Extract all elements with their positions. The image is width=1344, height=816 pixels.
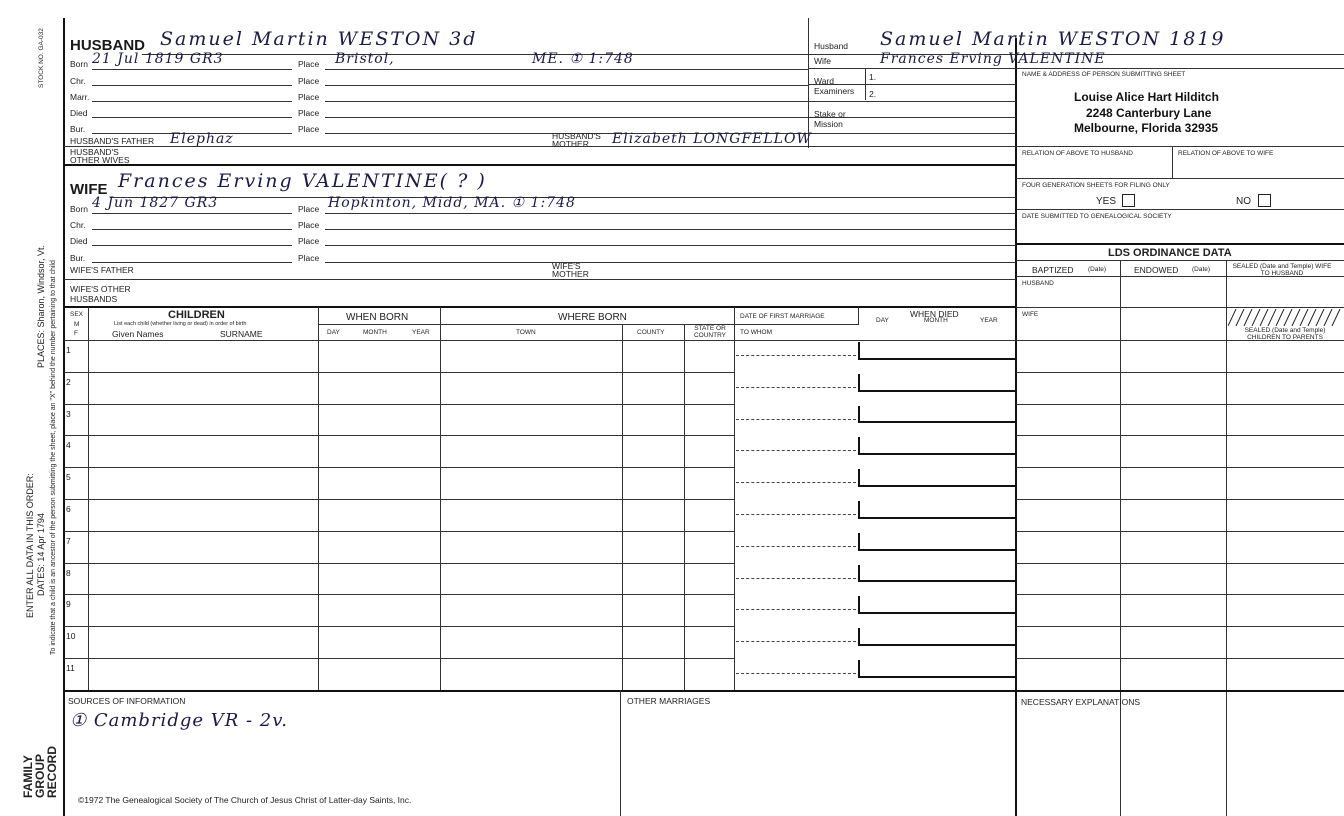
wife-born-place[interactable]: Hopkinton, Midd, MA. ① 1:748 — [328, 195, 576, 211]
when-died-label: WHEN DIED — [910, 309, 959, 319]
hatched-sealed-box — [1228, 309, 1342, 326]
lds-title: LDS ORDINANCE DATA — [1108, 247, 1232, 259]
husband-bur-label: Bur. — [70, 124, 86, 134]
baptized-label: BAPTIZED — [1032, 265, 1074, 275]
sources-label: SOURCES OF INFORMATION — [68, 696, 186, 706]
family-group-record-title: FAMILY GROUP RECORD — [21, 745, 59, 798]
child-row-number: 5 — [66, 472, 71, 483]
wife-name[interactable]: Frances Erving VALENTINE( ? ) — [118, 170, 487, 192]
husband-father-label: HUSBAND'S FATHER — [70, 136, 155, 146]
submitter-name: Louise Alice Hart Hilditch — [1074, 90, 1219, 104]
enter-note: ENTER ALL DATA IN THIS ORDER: — [25, 473, 35, 618]
death-date-box[interactable] — [858, 565, 1017, 583]
husband-born-place[interactable]: Bristol, — [335, 51, 395, 67]
wife-bur-label: Bur. — [70, 253, 86, 263]
child-row-number: 11 — [66, 663, 75, 673]
husband-father[interactable]: Elephaz — [170, 131, 234, 147]
first-marriage-label: DATE OF FIRST MARRIAGE — [740, 313, 825, 320]
wife-heading: WIFE — [70, 181, 108, 198]
death-date-box[interactable] — [858, 342, 1017, 360]
copyright: ©1972 The Genealogical Society of The Church of Jesus Christ of Latter-day Saints, Inc. — [78, 795, 412, 805]
wife-mother-label: WIFE'S MOTHER — [552, 261, 589, 279]
husband-mother-label: HUSBAND'S MOTHER — [552, 131, 601, 149]
child-row-number: 7 — [66, 535, 71, 546]
child-row-number: 8 — [66, 567, 71, 578]
death-date-box[interactable] — [858, 660, 1017, 678]
stake-mission-label: Stake or Mission — [814, 109, 846, 129]
sealed-wife-label: SEALED (Date and Temple) WIFE TO HUSBAND — [1232, 263, 1332, 277]
child-row-number: 4 — [66, 440, 71, 451]
examiners-label: Examiners — [814, 86, 855, 96]
right-wife-name[interactable]: Frances Erving VALENTINE — [880, 51, 1106, 67]
husband-other-wives-label: HUSBAND'S OTHER WIVES — [70, 147, 130, 165]
wife-died-label: Died — [70, 236, 88, 246]
to-whom-label: TO WHOM — [740, 329, 773, 336]
relation-husband-label: RELATION OF ABOVE TO HUSBAND — [1022, 150, 1133, 157]
death-date-box[interactable] — [858, 596, 1017, 614]
husband-mother[interactable]: Elizabeth LONGFELLOW — [612, 131, 812, 147]
places-note: PLACES: Sharon, Windsor, Vt. — [36, 244, 46, 368]
lds-husband-row: HUSBAND — [1022, 280, 1054, 287]
child-row-number: 1 — [66, 345, 71, 355]
child-row-number: 3 — [66, 408, 71, 419]
four-generation-label: FOUR GENERATION SHEETS FOR FILING ONLY — [1022, 182, 1170, 189]
left-frame-line — [63, 18, 65, 816]
child-row-number: 9 — [66, 599, 71, 610]
yes-checkbox[interactable] — [1122, 194, 1135, 207]
child-row-number: 6 — [66, 504, 71, 514]
child-row-number: 10 — [66, 631, 76, 642]
necessary-explanations-label: NECESSARY EXPLANATIONS — [1021, 697, 1141, 707]
sealed-children-label: SEALED (Date and Temple) CHILDREN TO PARENTS — [1244, 327, 1326, 341]
husband-died-label: Died — [70, 108, 88, 118]
children-title: CHILDREN — [168, 309, 225, 321]
death-date-box[interactable] — [858, 374, 1017, 392]
ward-label: Ward — [814, 76, 834, 86]
yes-label: YES — [1096, 196, 1117, 207]
where-born-label: WHERE BORN — [558, 312, 627, 323]
other-marriages-label: OTHER MARRIAGES — [627, 696, 711, 706]
wife-chr-label: Chr. — [70, 220, 86, 230]
death-date-box[interactable] — [858, 501, 1017, 519]
right-panel-divider — [808, 18, 809, 148]
sex-label: SEX — [70, 311, 84, 318]
lds-panel-divider — [1015, 38, 1017, 816]
no-checkbox[interactable] — [1258, 194, 1271, 207]
death-date-box[interactable] — [858, 469, 1017, 487]
submitter-street: 2248 Canterbury Lane — [1086, 106, 1212, 120]
husband-marr-label: Marr. — [70, 92, 90, 102]
children-subtitle: List each child (whether living or dead) in order of birth — [114, 321, 247, 327]
submitter-city: Melbourne, Florida 32935 — [1074, 121, 1219, 135]
child-row-number: 2 — [66, 376, 71, 387]
relation-wife-label: RELATION OF ABOVE TO WIFE — [1178, 150, 1274, 157]
husband-born-date[interactable]: 21 Jul 1819 GR3 — [92, 51, 224, 67]
sources-value[interactable]: ① Cambridge VR - 2v. — [70, 710, 289, 731]
husband-name[interactable]: Samuel Martin WESTON 3d — [160, 28, 478, 50]
husband-born-place-label: Place — [298, 59, 320, 69]
death-date-box[interactable] — [858, 533, 1017, 551]
stock-number: STOCK NO. GA-032 — [38, 28, 45, 88]
endowed-label: ENDOWED — [1134, 265, 1179, 275]
dates-note: DATES: 14 Apr 1794 — [36, 513, 46, 596]
no-label: NO — [1236, 196, 1251, 207]
lds-wife-row: WIFE — [1022, 311, 1039, 318]
death-date-box[interactable] — [858, 406, 1017, 424]
death-date-box[interactable] — [858, 628, 1017, 646]
given-names-label: Given Names — [112, 329, 164, 339]
date-submitted-label: DATE SUBMITTED TO GENEALOGICAL SOCIETY — [1022, 213, 1172, 220]
wife-born-label: Born — [70, 204, 88, 214]
death-date-box[interactable] — [858, 437, 1017, 455]
wife-father-label: WIFE'S FATHER — [70, 265, 134, 275]
husband-chr-label: Chr. — [70, 76, 86, 86]
ancestor-note: To indicate that a child is an ancestor of the person submitting the sheet, place an "X" behind the number pertaining to that child — [50, 260, 57, 655]
right-husband-label: Husband — [814, 41, 849, 51]
submitter-label: NAME & ADDRESS OF PERSON SUBMITTING SHEET — [1022, 71, 1186, 78]
wife-born-date[interactable]: 4 Jun 1827 GR3 — [92, 195, 219, 211]
right-wife-label: Wife — [814, 56, 831, 66]
right-husband-name[interactable]: Samuel Martin WESTON 1819 — [880, 28, 1226, 50]
when-born-label: WHEN BORN — [346, 312, 409, 323]
surname-label: SURNAME — [220, 329, 263, 339]
husband-born-place-ref[interactable]: ME. ① 1:748 — [532, 51, 634, 67]
wife-other-husbands-label: WIFE'S OTHER HUSBANDS — [70, 284, 131, 304]
husband-heading: HUSBAND — [70, 37, 145, 54]
husband-born-label: Born — [70, 59, 88, 69]
